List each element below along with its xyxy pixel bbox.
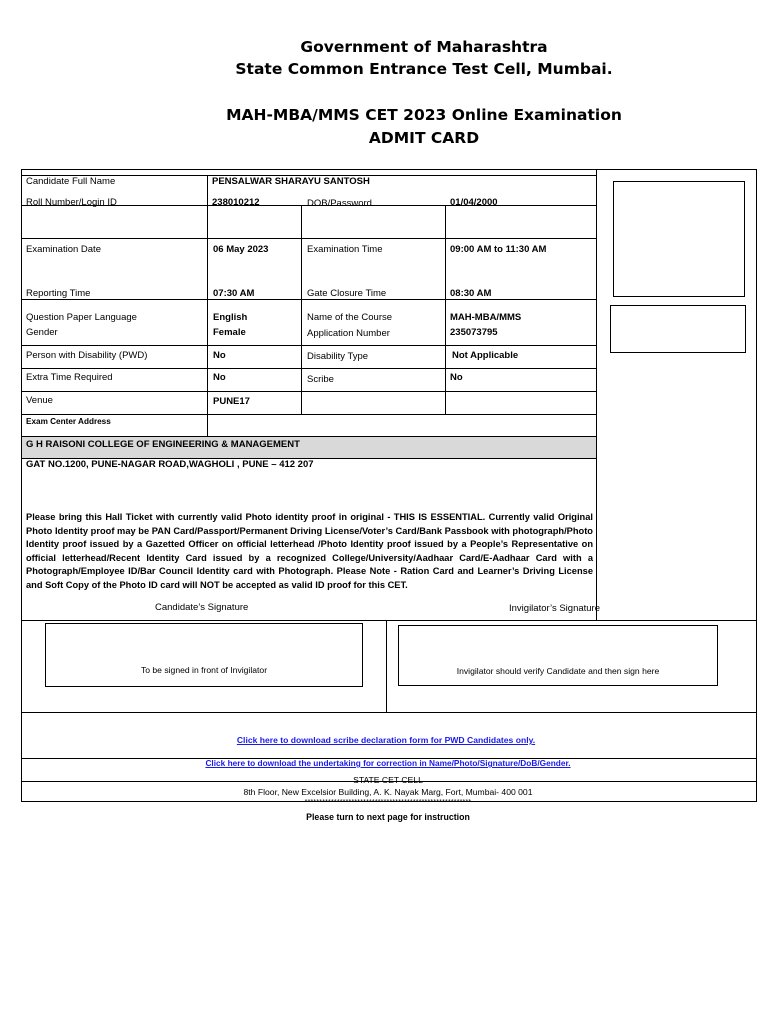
candidate-signature-label: Candidate’s Signature <box>155 602 249 613</box>
extra-time-value: No <box>213 372 226 383</box>
photo-box <box>613 181 745 297</box>
language-label: Question Paper Language <box>26 312 137 323</box>
header-line-3: MAH-MBA/MMS CET 2023 Online Examination <box>226 106 622 124</box>
course-label: Name of the Course <box>307 312 393 323</box>
roll-number-label: Roll Number/Login ID <box>26 197 117 208</box>
venue-value: PUNE17 <box>213 396 250 407</box>
course-value: MAH-MBA/MMS <box>450 312 522 323</box>
turn-page-note: Please turn to next page for instruction <box>306 812 470 822</box>
reporting-time-value: 07:30 AM <box>213 288 255 299</box>
dob-value: 01/04/2000 <box>450 197 498 208</box>
scribe-label: Scribe <box>307 374 334 385</box>
extra-time-label: Extra Time Required <box>26 372 113 383</box>
header-line-1: Government of Maharashtra <box>300 38 548 56</box>
roll-number-value: 238010212 <box>212 197 260 208</box>
application-number-label: Application Number <box>307 328 390 339</box>
scribe-value: No <box>450 372 463 383</box>
scribe-declaration-link[interactable]: Click here to download scribe declaration form for PWD Candidates only. <box>236 735 536 745</box>
candidate-name-label: Candidate Full Name <box>26 176 116 187</box>
candidate-signature-box <box>45 623 363 687</box>
candidate-signature-hint: To be signed in front of Invigilator <box>140 665 268 675</box>
reporting-time-label: Reporting Time <box>26 288 91 299</box>
pwd-label: Person with Disability (PWD) <box>26 350 148 361</box>
exam-center-address: GAT NO.1200, PUNE-NAGAR ROAD,WAGHOLI , PUNE – 412 207 <box>26 459 314 470</box>
exam-time-value: 09:00 AM to 11:30 AM <box>450 244 547 255</box>
language-value: English <box>213 312 248 323</box>
office-address: 8th Floor, New Excelsior Building, A. K. Nayak Marg, Fort, Mumbai- 400 001 <box>243 787 533 797</box>
header-title-admit-card: ADMIT CARD <box>368 129 480 147</box>
separator-stars: ********************************************************* <box>304 799 472 806</box>
candidate-name-value: PENSALWAR SHARAYU SANTOSH <box>212 176 370 187</box>
gender-value: Female <box>213 327 246 338</box>
venue-label: Venue <box>26 395 53 406</box>
gender-label: Gender <box>26 327 58 338</box>
undertaking-correction-link[interactable]: Click here to download the undertaking for correction in Name/Photo/Signature/DoB/Gender. <box>205 758 571 768</box>
exam-time-label: Examination Time <box>307 244 383 255</box>
exam-center-address-label: Exam Center Address <box>26 417 111 426</box>
id-proof-instructions: Please bring this Hall Ticket with currently valid Photo identity proof in original - THIS IS ESSENTIAL. Currently valid Original Photo Identity proof may be PAN Card/Passport/Permanent Driving License/Voter’s Card/Bank Passbook with photograph/Photo Identity proof issued by a Gazetted Officer on official letterhead /Photo Identity proof issued by a People’s Representative on official letterhead/Recent Identity Card issued by a recognized College/University/Aadhaar Card/E-Aadhaar Card with a Photograph/Employee ID/Bar Council Identity card with Photograph. Please Note - Ration Card and Learner’s Driving License and Soft Copy of the Photo ID card will NOT be accepted as valid ID proof for this CET. <box>26 512 593 590</box>
exam-date-value: 06 May 2023 <box>213 244 269 255</box>
dob-label: DOB/Password <box>307 198 372 209</box>
header-line-2: State Common Entrance Test Cell, Mumbai. <box>235 60 613 78</box>
gate-closure-value: 08:30 AM <box>450 288 492 299</box>
signature-photo-box <box>610 305 746 353</box>
application-number-value: 235073795 <box>450 327 498 338</box>
gate-closure-label: Gate Closure Time <box>307 288 387 299</box>
disability-type-value: Not Applicable <box>452 350 519 361</box>
disability-type-label: Disability Type <box>307 351 369 362</box>
invigilator-signature-hint: Invigilator should verify Candidate and then sign here <box>456 666 660 676</box>
state-cet-cell-label: STATE CET CELL <box>353 775 423 785</box>
exam-center-name: G H RAISONI COLLEGE OF ENGINEERING & MANAGEMENT <box>26 439 300 450</box>
invigilator-signature-label: Invigilator’s Signature <box>509 603 601 614</box>
invigilator-signature-box <box>398 625 718 686</box>
pwd-value: No <box>213 350 226 361</box>
exam-date-label: Examination Date <box>26 244 101 255</box>
